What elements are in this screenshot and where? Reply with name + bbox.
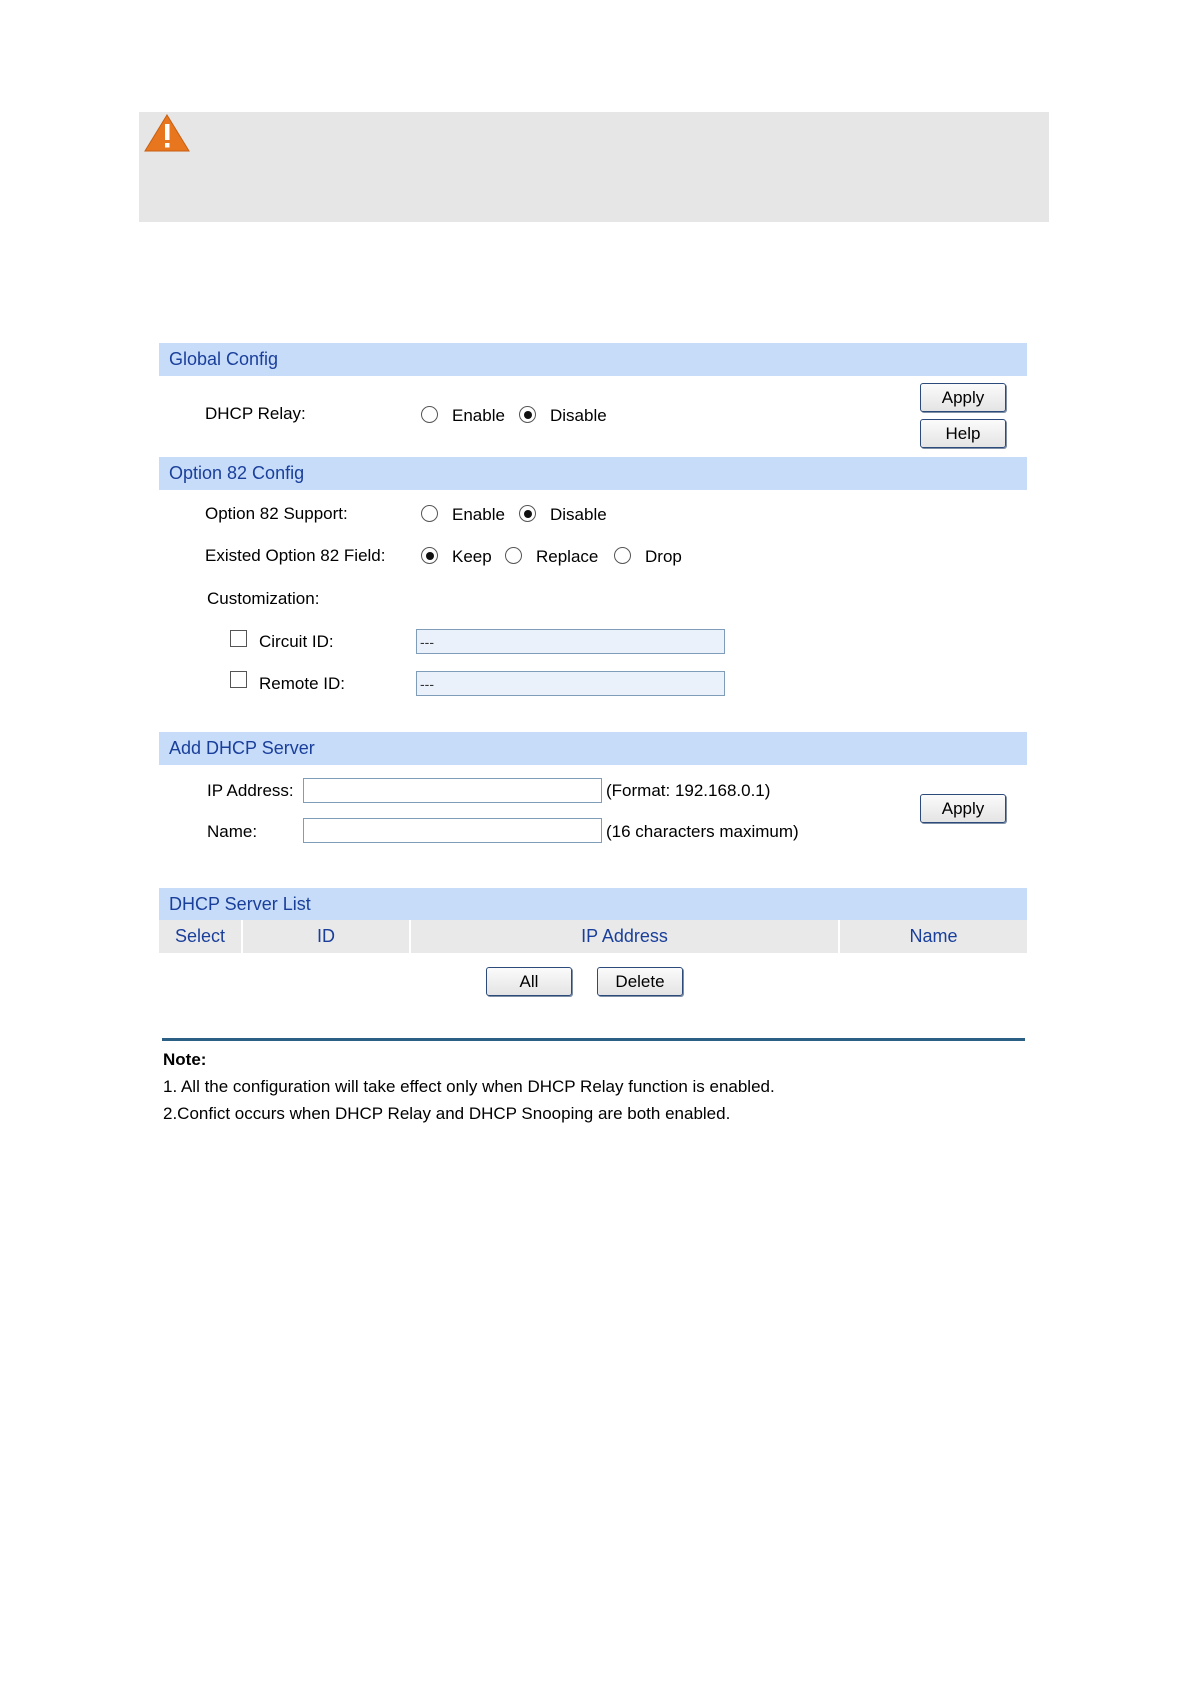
add-server-apply-button[interactable]: Apply xyxy=(920,794,1006,823)
existed-drop-label: Drop xyxy=(645,547,682,566)
note-divider xyxy=(162,1038,1025,1041)
existed-keep-label: Keep xyxy=(452,547,492,566)
existed-option82-label: Existed Option 82 Field: xyxy=(205,546,386,565)
existed-drop-radio[interactable] xyxy=(614,547,631,564)
column-header-ip-address[interactable]: IP Address xyxy=(411,920,838,953)
note-line: 1. All the configuration will take effect only when DHCP Relay function is enabled. xyxy=(163,1077,775,1096)
dhcp-relay-label: DHCP Relay: xyxy=(205,404,306,423)
section-title: Option 82 Config xyxy=(169,463,305,483)
name-label: Name: xyxy=(207,822,258,841)
circuit-id-checkbox[interactable] xyxy=(230,630,247,647)
server-table-header xyxy=(159,920,1027,953)
option82-support-label: Option 82 Support: xyxy=(205,504,348,523)
remote-id-checkbox[interactable] xyxy=(230,671,247,688)
global-apply-button[interactable]: Apply xyxy=(920,383,1006,412)
remote-id-input[interactable] xyxy=(416,671,725,696)
section-title: Global Config xyxy=(169,349,279,369)
name-length-hint: (16 characters maximum) xyxy=(606,822,799,841)
ip-format-hint: (Format: 192.168.0.1) xyxy=(606,781,771,800)
column-header-id[interactable]: ID xyxy=(243,920,409,953)
dhcp-relay-disable-radio[interactable] xyxy=(519,406,536,423)
section-add-dhcp-server xyxy=(159,732,1027,765)
option82-disable-radio[interactable] xyxy=(519,505,536,522)
warning-icon xyxy=(144,114,190,152)
option82-enable-label: Enable xyxy=(452,505,505,524)
help-button[interactable]: Help xyxy=(920,419,1006,448)
note-line: 2.Confict occurs when DHCP Relay and DHCP Snooping are both enabled. xyxy=(163,1104,731,1123)
option82-enable-radio[interactable] xyxy=(421,505,438,522)
select-all-button[interactable]: All xyxy=(486,967,572,996)
server-name-input[interactable] xyxy=(303,818,602,843)
remote-id-label: Remote ID: xyxy=(259,674,345,693)
delete-button[interactable]: Delete xyxy=(597,967,683,996)
note-title: Note: xyxy=(163,1050,207,1069)
section-option82-config xyxy=(159,457,1027,490)
circuit-id-input[interactable] xyxy=(416,629,725,654)
existed-replace-radio[interactable] xyxy=(505,547,522,564)
dhcp-relay-enable-radio[interactable] xyxy=(421,406,438,423)
warning-box xyxy=(139,112,1049,222)
existed-replace-label: Replace xyxy=(536,547,599,566)
ip-address-label: IP Address: xyxy=(207,781,294,800)
column-header-select[interactable]: Select xyxy=(159,920,241,953)
column-header-name[interactable]: Name xyxy=(840,920,1027,953)
section-global-config xyxy=(159,343,1027,376)
existed-keep-radio[interactable] xyxy=(421,547,438,564)
dhcp-relay-disable-label: Disable xyxy=(550,406,607,425)
option82-disable-label: Disable xyxy=(550,505,607,524)
dhcp-relay-enable-label: Enable xyxy=(452,406,505,425)
circuit-id-label: Circuit ID: xyxy=(259,632,334,651)
section-title: Add DHCP Server xyxy=(169,738,315,758)
ip-address-input[interactable] xyxy=(303,778,602,803)
customization-label: Customization: xyxy=(207,589,320,608)
section-title: DHCP Server List xyxy=(169,894,311,914)
section-dhcp-server-list xyxy=(159,888,1027,921)
